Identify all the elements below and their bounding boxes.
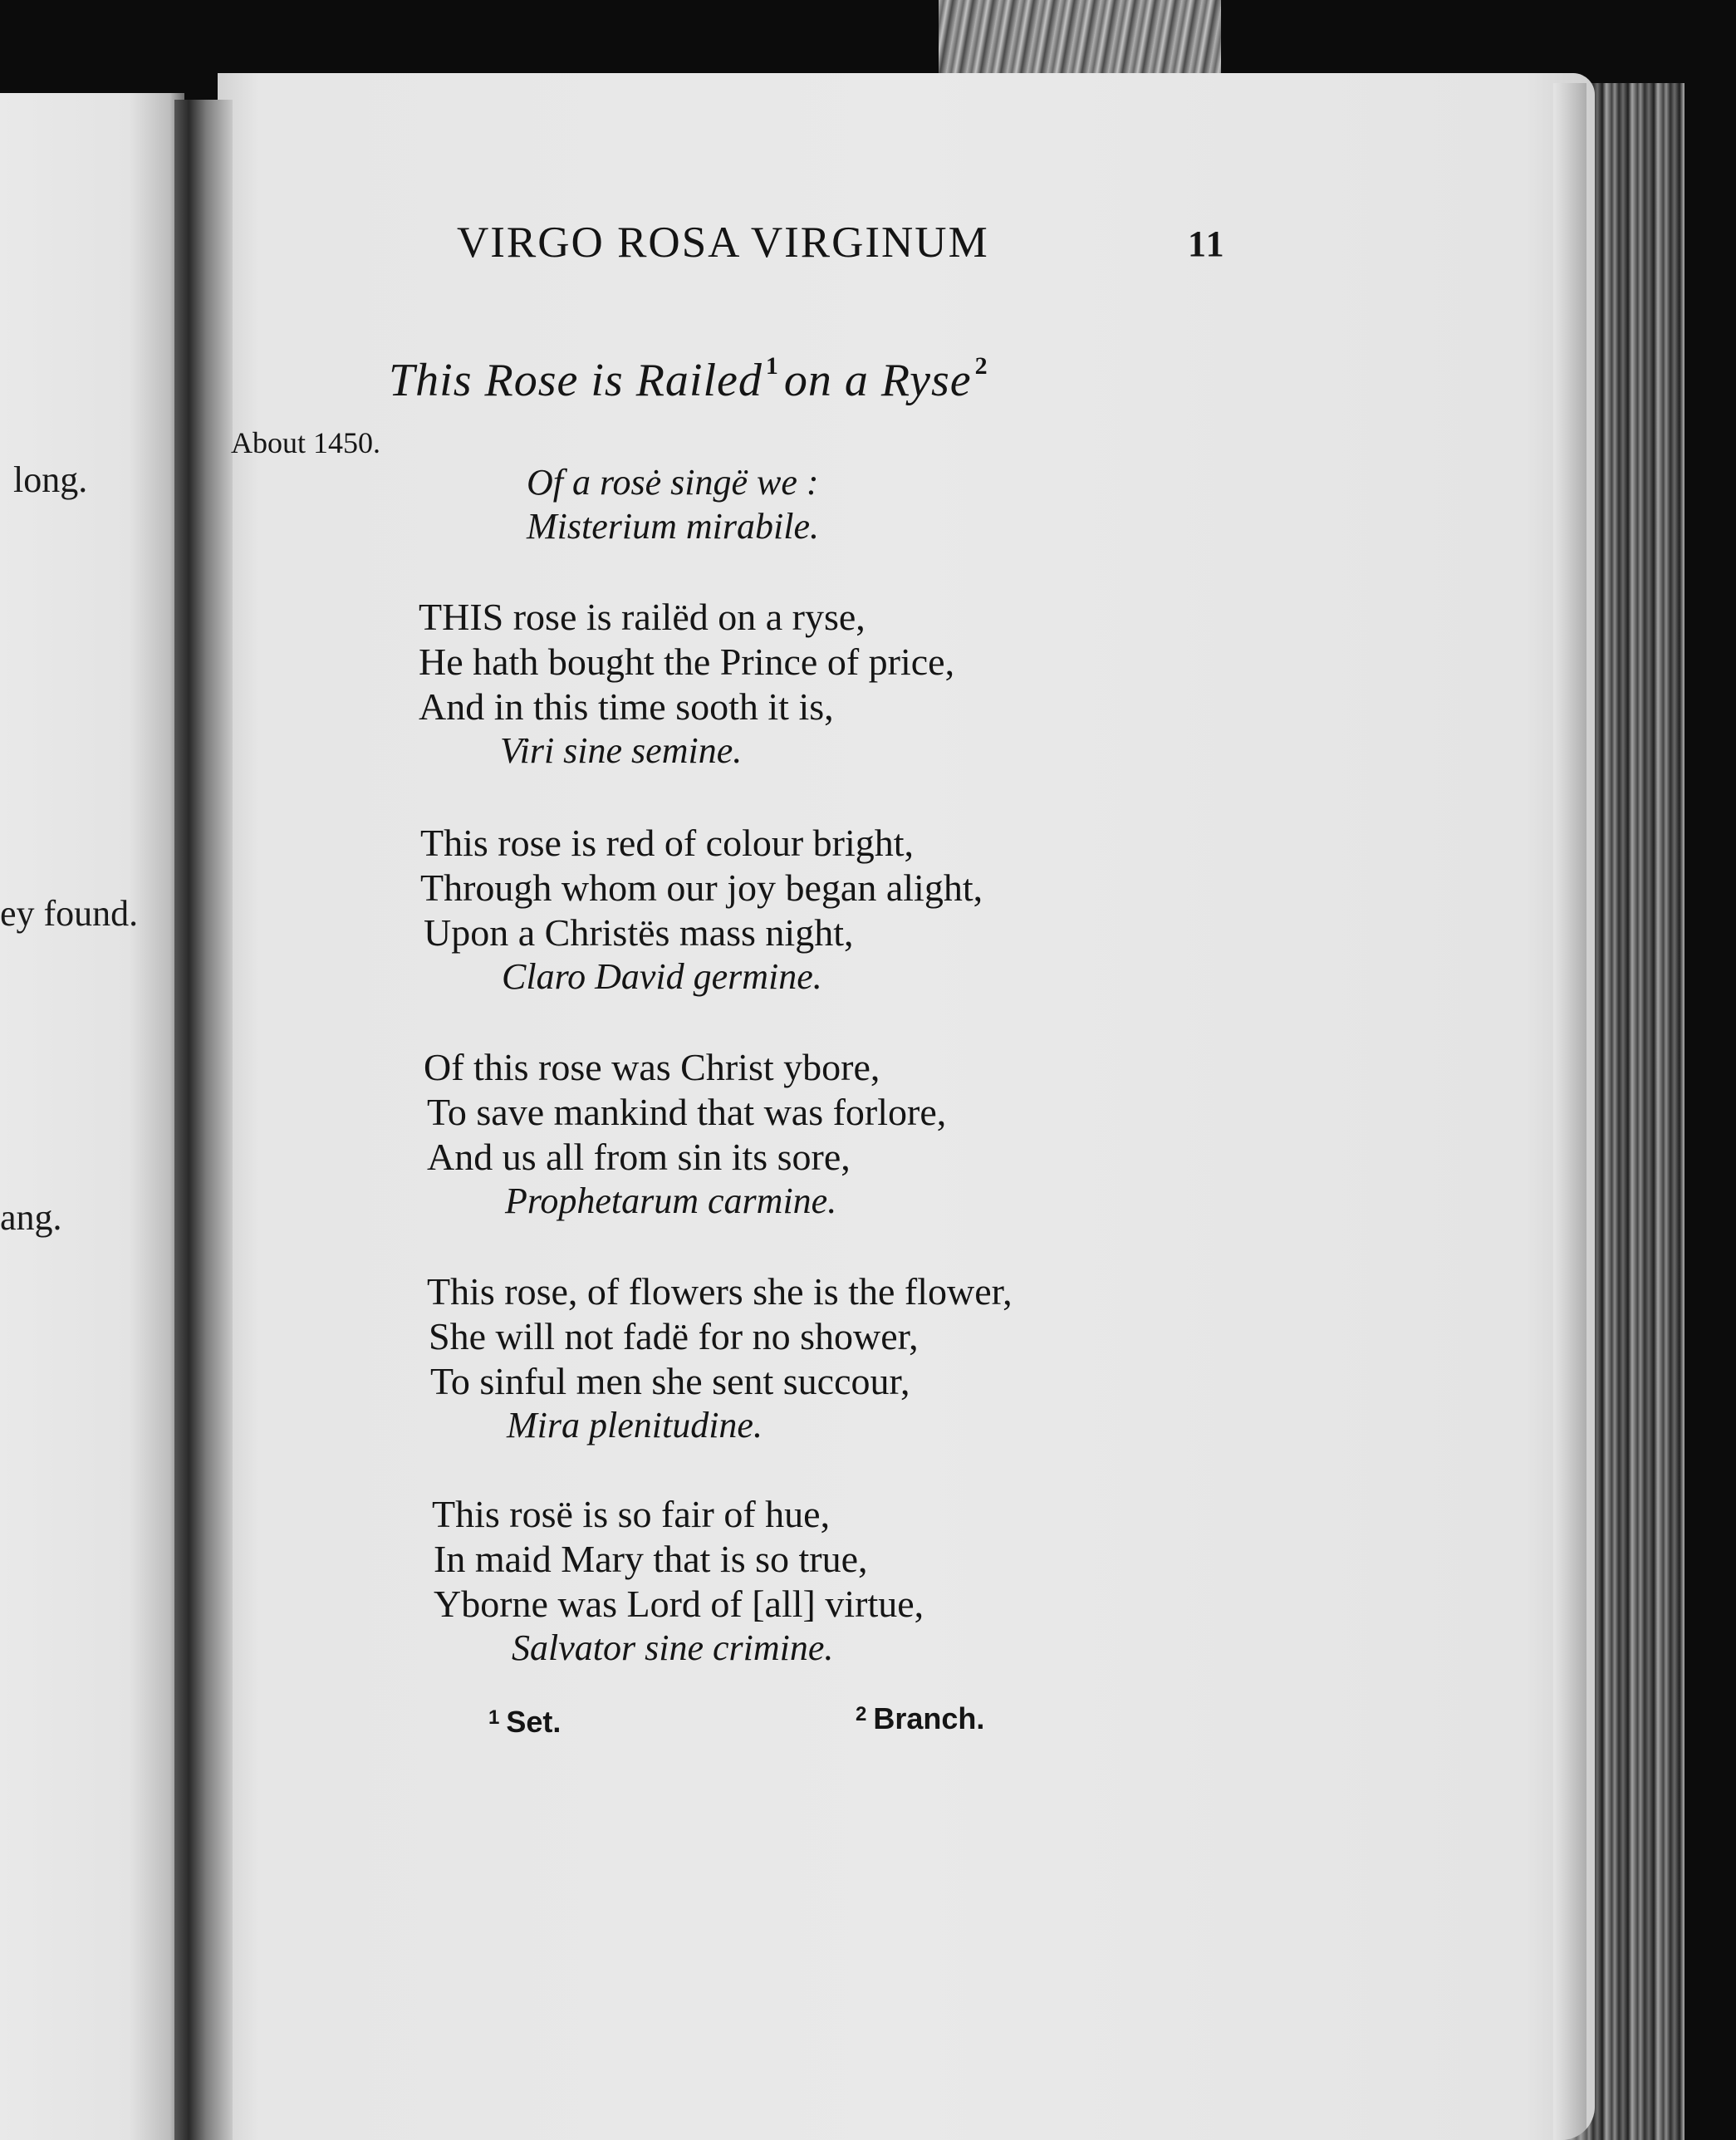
verse-line: THIS rose is railëd on a ryse, [419,596,866,638]
left-page-fragment: long. [13,459,88,500]
running-title: VIRGO ROSA VIRGINUM [457,218,989,267]
page-edge-shadow [1553,83,1586,2140]
footnote-text: Branch. [873,1701,985,1735]
verse-line: This rose, of flowers she is the flower, [427,1270,1013,1313]
page-number: 11 [1188,223,1226,264]
refrain-line: Mira plenitudine. [507,1405,763,1445]
footnote [488,1705,561,1740]
burden-line: Of a rosė singë we : [527,462,819,503]
book-gutter [174,100,233,2140]
verse-line: Yborne was Lord of [all] virtue, [434,1583,924,1625]
refrain-line: Viri sine semine. [500,730,743,771]
title-text: This Rose is Railed [389,355,763,406]
poem-title [389,352,993,407]
verse-line: To save mankind that was forlore, [427,1091,947,1133]
footnote-marker: 2 [974,352,988,380]
poem-date: About 1450. [231,426,380,459]
verse-line: Of this rose was Christ ybore, [424,1046,880,1088]
footnote-text: Set. [506,1705,562,1739]
verse-line: He hath bought the Prince of price, [419,641,955,683]
left-facing-page [0,93,184,2140]
title-text: on a Ryse [783,355,972,406]
left-page-fragment: ang. [0,1197,62,1238]
verse-line: This rose is red of colour bright, [420,822,915,864]
refrain-line: Salvator sine crimine. [512,1627,834,1668]
footnote-number: 1 [488,1706,500,1729]
footnote-number: 2 [856,1703,867,1725]
verse-line: Upon a Christës mass night, [424,911,854,954]
refrain-line: Claro David germine. [502,956,822,997]
verse-line: This rosë is so fair of hue, [432,1493,831,1535]
verse-line: And us all from sin its sore, [427,1136,851,1178]
left-page-fragment: ey found. [0,893,139,934]
torn-page-edge [939,0,1221,79]
verse-line: To sinful men she sent succour, [430,1360,910,1402]
burden-line: Misterium mirabile. [527,506,819,547]
verse-line: In maid Mary that is so true, [434,1538,868,1580]
footnote-marker: 1 [765,352,779,380]
verse-line: She will not fadë for no shower, [429,1315,919,1357]
verse-line: Through whom our joy began alight, [420,866,983,909]
refrain-line: Prophetarum carmine. [505,1180,837,1221]
verse-line: And in this time sooth it is, [419,685,834,728]
footnote [856,1701,984,1736]
